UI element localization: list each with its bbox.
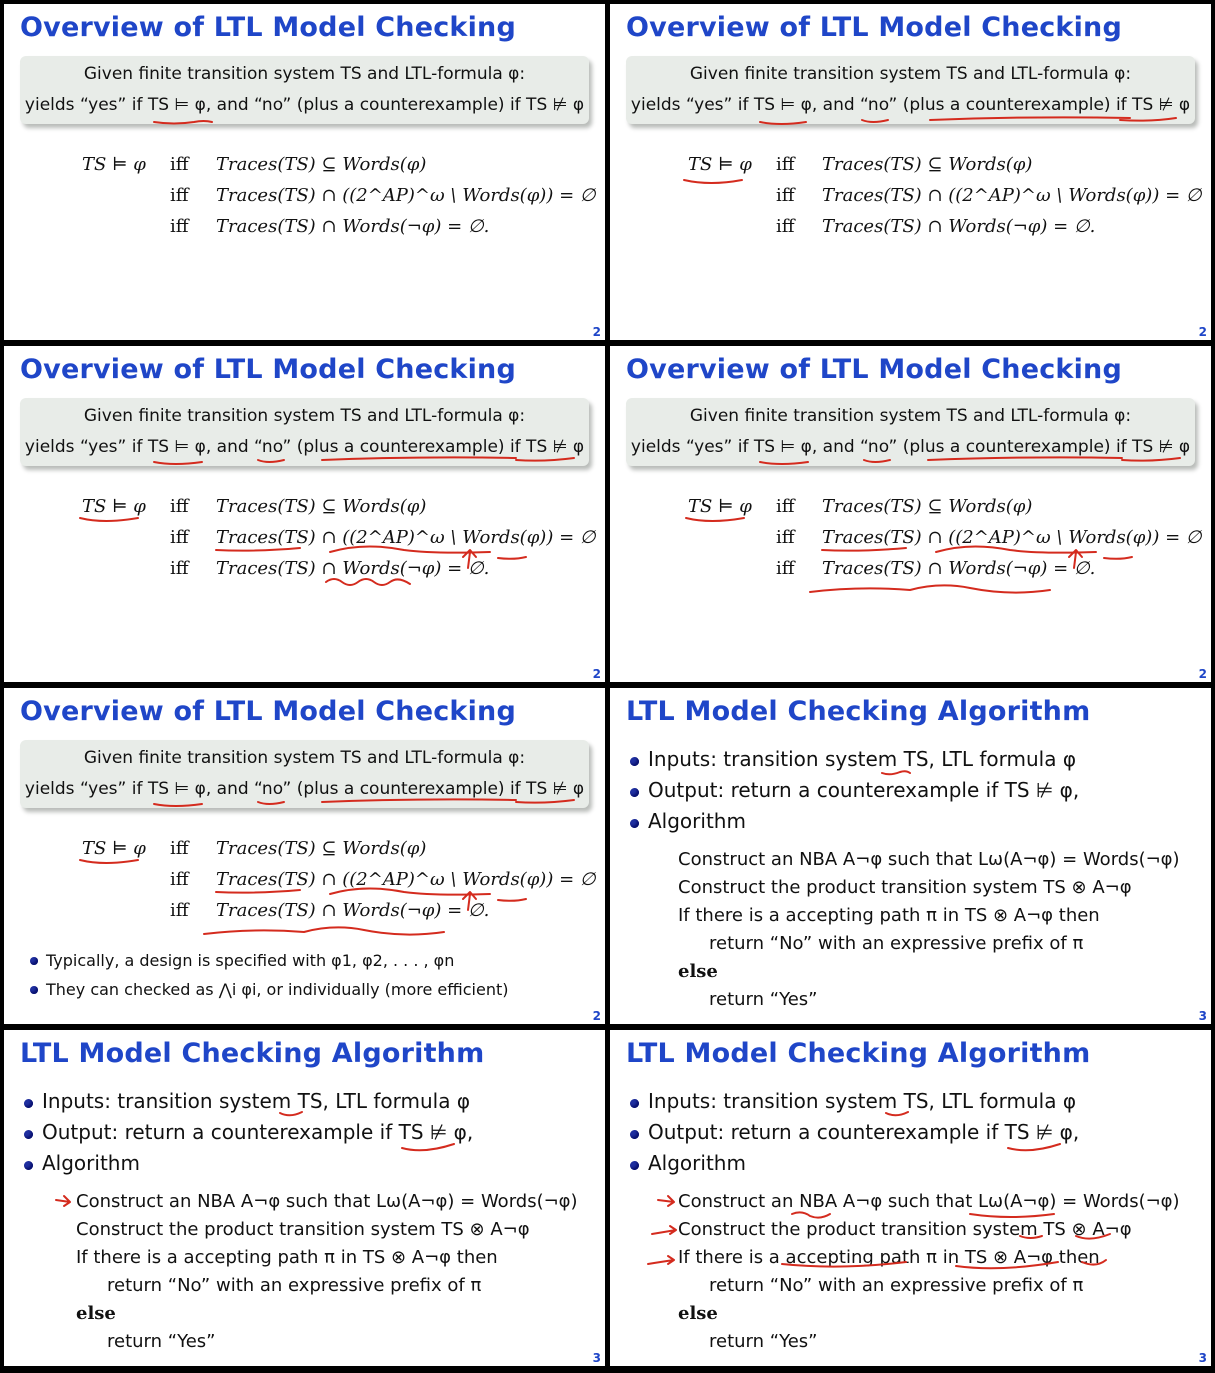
eq-lhs: TS ⊨ φ <box>688 496 752 517</box>
iff-label: iff <box>170 216 189 237</box>
slide-title: Overview of LTL Model Checking <box>20 354 516 385</box>
bullet-algorithm: Algorithm <box>20 1148 473 1179</box>
eq-rhs: Traces(TS) ∩ ((2^AP)^ω \ Words(φ)) = ∅ <box>216 527 596 548</box>
page-number: 2 <box>592 325 601 339</box>
algo-line-5: else <box>678 961 718 982</box>
slide-title: Overview of LTL Model Checking <box>626 354 1122 385</box>
algo-line-2: Construct the product transition system TS ⊗ A¬φ <box>678 1219 1132 1240</box>
page-number: 2 <box>592 667 601 681</box>
algo-line-4: return “No” with an expressive prefix of π <box>709 1275 1084 1296</box>
slide-title: LTL Model Checking Algorithm <box>20 1038 485 1069</box>
page-number: 2 <box>1198 325 1207 339</box>
box-line-2: yields “yes” if TS ⊨ φ, and “no” (plus a counterexample) if TS ⊭ φ <box>630 437 1191 457</box>
box-line-1: Given finite transition system TS and LTL-formula φ: <box>83 406 526 426</box>
iff-label: iff <box>170 558 189 579</box>
algo-line-3: If there is a accepting path π in TS ⊗ A¬φ then <box>76 1247 498 1268</box>
iff-label: iff <box>776 154 795 175</box>
box-line-2: yields “yes” if TS ⊨ φ, and “no” (plus a counterexample) if TS ⊭ φ <box>24 95 585 115</box>
iff-label: iff <box>170 838 189 859</box>
bullet-inputs: Inputs: transition system TS, LTL formula φ <box>626 744 1079 775</box>
eq-lhs: TS ⊨ φ <box>82 838 146 859</box>
iff-label: iff <box>170 900 189 921</box>
eq-rhs: Traces(TS) ∩ Words(¬φ) = ∅. <box>822 558 1096 579</box>
algo-line-6: return “Yes” <box>709 1331 818 1352</box>
page-number: 3 <box>1198 1009 1207 1023</box>
iff-label: iff <box>776 496 795 517</box>
bullet-list <box>20 1086 473 1179</box>
algorithm-steps <box>678 1188 1180 1356</box>
box-line-2: yields “yes” if TS ⊨ φ, and “no” (plus a counterexample) if TS ⊭ φ <box>24 779 585 799</box>
algo-line-2: Construct the product transition system TS ⊗ A¬φ <box>76 1219 530 1240</box>
algo-line-2: Construct the product transition system TS ⊗ A¬φ <box>678 877 1132 898</box>
box-line-2: yields “yes” if TS ⊨ φ, and “no” (plus a counterexample) if TS ⊭ φ <box>24 437 585 457</box>
eq-rhs: Traces(TS) ∩ ((2^AP)^ω \ Words(φ)) = ∅ <box>216 185 596 206</box>
definition-box <box>20 398 589 466</box>
slide-7 <box>4 1030 605 1366</box>
bullet-list <box>26 946 508 1004</box>
bullet-item: They can checked as ⋀i φi, or individually (more efficient) <box>26 975 508 1004</box>
slide-title: Overview of LTL Model Checking <box>20 696 516 727</box>
algo-line-6: return “Yes” <box>107 1331 216 1352</box>
algo-line-5: else <box>76 1303 116 1324</box>
bullet-list <box>626 744 1079 837</box>
page-number: 3 <box>592 1351 601 1365</box>
bullet-algorithm: Algorithm <box>626 806 1079 837</box>
algo-line-6: return “Yes” <box>709 989 818 1010</box>
slide-2 <box>610 4 1211 340</box>
page-number: 2 <box>592 1009 601 1023</box>
eq-rhs: Traces(TS) ⊆ Words(φ) <box>216 838 427 859</box>
algo-line-4: return “No” with an expressive prefix of π <box>107 1275 482 1296</box>
slide-title: LTL Model Checking Algorithm <box>626 1038 1091 1069</box>
box-line-1: Given finite transition system TS and LTL-formula φ: <box>689 406 1132 426</box>
bullet-inputs: Inputs: transition system TS, LTL formula φ <box>626 1086 1079 1117</box>
slide-1 <box>4 4 605 340</box>
bullet-output: Output: return a counterexample if TS ⊭ φ, <box>626 1117 1079 1148</box>
eq-rhs: Traces(TS) ∩ Words(¬φ) = ∅. <box>216 216 490 237</box>
slide-title: Overview of LTL Model Checking <box>20 12 516 43</box>
box-line-2: yields “yes” if TS ⊨ φ, and “no” (plus a counterexample) if TS ⊭ φ <box>630 95 1191 115</box>
algo-line-5: else <box>678 1303 718 1324</box>
algorithm-steps <box>76 1188 578 1356</box>
eq-rhs: Traces(TS) ⊆ Words(φ) <box>822 154 1033 175</box>
iff-label: iff <box>170 185 189 206</box>
slide-4 <box>610 346 1211 682</box>
eq-rhs: Traces(TS) ∩ Words(¬φ) = ∅. <box>216 900 490 921</box>
algorithm-steps <box>678 846 1180 1014</box>
slide-6 <box>610 688 1211 1024</box>
eq-rhs: Traces(TS) ∩ ((2^AP)^ω \ Words(φ)) = ∅ <box>822 185 1202 206</box>
bullet-output: Output: return a counterexample if TS ⊭ φ, <box>20 1117 473 1148</box>
iff-label: iff <box>170 154 189 175</box>
slide-8 <box>610 1030 1211 1366</box>
definition-box <box>626 56 1195 124</box>
box-line-1: Given finite transition system TS and LTL-formula φ: <box>83 748 526 768</box>
algo-line-3: If there is a accepting path π in TS ⊗ A¬φ then <box>678 905 1100 926</box>
eq-rhs: Traces(TS) ⊆ Words(φ) <box>216 496 427 517</box>
bullet-item: Typically, a design is specified with φ1, φ2, . . . , φn <box>26 946 508 975</box>
iff-label: iff <box>776 558 795 579</box>
bullet-inputs: Inputs: transition system TS, LTL formula φ <box>20 1086 473 1117</box>
box-line-1: Given finite transition system TS and LTL-formula φ: <box>689 64 1132 84</box>
definition-box <box>626 398 1195 466</box>
eq-lhs: TS ⊨ φ <box>688 154 752 175</box>
iff-label: iff <box>170 869 189 890</box>
eq-rhs: Traces(TS) ∩ Words(¬φ) = ∅. <box>822 216 1096 237</box>
algo-line-1: Construct an NBA A¬φ such that Lω(A¬φ) = Words(¬φ) <box>76 1191 578 1212</box>
iff-label: iff <box>170 527 189 548</box>
algo-line-4: return “No” with an expressive prefix of π <box>709 933 1084 954</box>
iff-label: iff <box>776 216 795 237</box>
eq-rhs: Traces(TS) ⊆ Words(φ) <box>216 154 427 175</box>
bullet-algorithm: Algorithm <box>626 1148 1079 1179</box>
algo-line-1: Construct an NBA A¬φ such that Lω(A¬φ) = Words(¬φ) <box>678 849 1180 870</box>
iff-label: iff <box>776 185 795 206</box>
slide-5 <box>4 688 605 1024</box>
bullet-output: Output: return a counterexample if TS ⊭ φ, <box>626 775 1079 806</box>
iff-label: iff <box>170 496 189 517</box>
box-line-1: Given finite transition system TS and LTL-formula φ: <box>83 64 526 84</box>
eq-lhs: TS ⊨ φ <box>82 154 146 175</box>
slide-3 <box>4 346 605 682</box>
eq-rhs: Traces(TS) ∩ Words(¬φ) = ∅. <box>216 558 490 579</box>
eq-rhs: Traces(TS) ⊆ Words(φ) <box>822 496 1033 517</box>
eq-lhs: TS ⊨ φ <box>82 496 146 517</box>
eq-rhs: Traces(TS) ∩ ((2^AP)^ω \ Words(φ)) = ∅ <box>216 869 596 890</box>
definition-box <box>20 56 589 124</box>
page-number: 2 <box>1198 667 1207 681</box>
bullet-list <box>626 1086 1079 1179</box>
iff-label: iff <box>776 527 795 548</box>
definition-box <box>20 740 589 808</box>
algo-line-1: Construct an NBA A¬φ such that Lω(A¬φ) = Words(¬φ) <box>678 1191 1180 1212</box>
slide-title: Overview of LTL Model Checking <box>626 12 1122 43</box>
page-number: 3 <box>1198 1351 1207 1365</box>
slide-title: LTL Model Checking Algorithm <box>626 696 1091 727</box>
algo-line-3: If there is a accepting path π in TS ⊗ A¬φ then <box>678 1247 1100 1268</box>
eq-rhs: Traces(TS) ∩ ((2^AP)^ω \ Words(φ)) = ∅ <box>822 527 1202 548</box>
